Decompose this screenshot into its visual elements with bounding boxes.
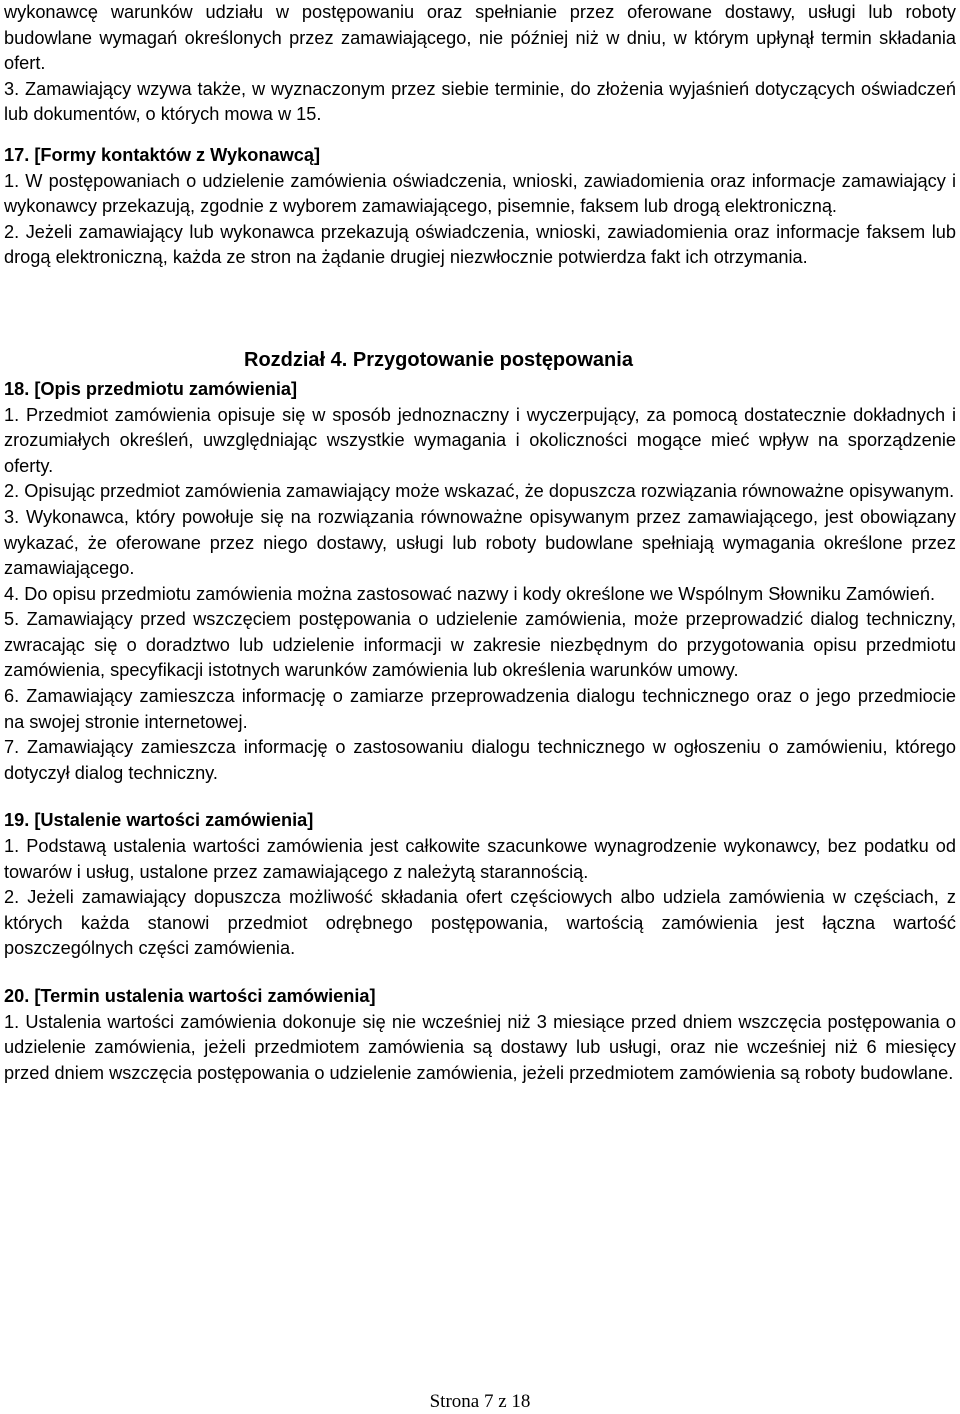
- section-18-heading: 18. [Opis przedmiotu zamówienia]: [4, 378, 298, 399]
- section-17-heading: 17. [Formy kontaktów z Wykonawcą]: [4, 144, 320, 165]
- section-18-p4: 4. Do opisu przedmiotu zamówienia można zastosować nazwy i kody określone we Wspólnym Słowniku Zamówień.: [4, 583, 935, 604]
- section-20-heading: 20. [Termin ustalenia wartości zamówienia]: [4, 986, 376, 1006]
- document-page: [4, 0, 956, 1086]
- spacer: [4, 271, 956, 339]
- section-18-p1: 1. Przedmiot zamówienia opisuje się w sposób jednoznaczny i wyczerpujący, za pomocą dostatecznie dokładnych i zrozumiałych określeń, uwzględniając wszystkie wymagania i okoliczności mogące mieć wpływ na sporządzenie oferty.: [4, 404, 956, 476]
- spacer: [4, 128, 956, 143]
- section-18-p2: 2. Opisując przedmiot zamówienia zamawiający może wskazać, że dopuszcza rozwiązania równoważne opisywanym.: [4, 481, 955, 502]
- section-18-p3: 3. Wykonawca, który powołuje się na rozwiązania równoważne opisywanym przez zamawiającego, jest obowiązany wykazać, że oferowane przez niego dostawy, usługi lub roboty budowlane spełniają wymagania określone przez zamawiającego.: [4, 506, 956, 579]
- section-19-p2: 2. Jeżeli zamawiający dopuszcza możliwość składania ofert częściowych albo udziela zamówienia w częściach, z których każda stanowi przedmiot odrębnego postępowania, wartością zamówienia jest łączna wartość poszczególnych części zamówienia.: [4, 887, 956, 959]
- paragraph-intro: wykonawcę warunków udziału w postępowaniu oraz spełnianie przez oferowane dostawy, usługi lub roboty budowlane wymagań określonych przez zamawiającego, nie później niż w dniu, w którym upłynął termin składania ofert.: [4, 2, 956, 74]
- spacer: [4, 786, 956, 808]
- page-footer: Strona 7 z 18: [429, 1391, 531, 1412]
- spacer: [4, 962, 956, 984]
- section-20-p1: 1. Ustalenia wartości zamówienia dokonuje się nie wcześniej niż 3 miesiące przed dniem wszczęcia postępowania o udzielenie zamówienia, jeżeli przedmiotem zamówienia są dostawy lub usługi, oraz nie wcześniej niż 6 miesięcy przed dniem wszczęcia postępowania o udzielenie zamówienia, jeżeli przedmiotem zamówienia są roboty budowlane.: [4, 1011, 956, 1083]
- chapter-title: Rozdział 4. Przygotowanie postępowania: [244, 348, 633, 371]
- section-17-p2: 2. Jeżeli zamawiający lub wykonawca przekazują oświadczenia, wnioski, zawiadomienia oraz informacje faksem lub drogą elektroniczną, każda ze stron na żądanie drugiej niezwłocznie potwierdza fakt ich otrzymania.: [4, 221, 956, 268]
- section-19-p1: 1. Podstawą ustalenia wartości zamówienia jest całkowite szacunkowe wynagrodzenie wykonawcy, bez podatku od towarów i usług, ustalone przez zamawiającego z należytą starannością.: [4, 836, 956, 882]
- section-18-p6: 6. Zamawiający zamieszcza informację o zamiarze przeprowadzenia dialogu technicznego oraz o jego przedmiocie na swojej stronie internetowej.: [4, 686, 956, 732]
- section-18-p5: 5. Zamawiający przed wszczęciem postępowania o udzielenie zamówienia, może przeprowadzić dialog techniczny, zwracając się o doradztwo lub udzielenie informacji w zakresie niezbędnym do przygotowania opisu przedmiotu zamówienia, specyfikacji istotnych warunków zamówienia lub określenia warunków umowy.: [4, 609, 956, 681]
- section-17-p1: 1. W postępowaniach o udzielenie zamówienia oświadczenia, wnioski, zawiadomienia oraz informacje zamawiający i wykonawcy przekazują, zgodnie z wyborem zamawiającego, pisemnie, faksem lub drogą elektroniczną.: [4, 170, 956, 217]
- section-18-p7: 7. Zamawiający zamieszcza informację o zastosowaniu dialogu technicznego w ogłoszeniu o zamówieniu, którego dotyczył dialog techniczny.: [4, 737, 956, 783]
- section-19-heading: 19. [Ustalenie wartości zamówienia]: [4, 810, 314, 831]
- paragraph-intro-3: 3. Zamawiający wzywa także, w wyznaczonym przez siebie terminie, do złożenia wyjaśnień dotyczących oświadczeń lub dokumentów, o których mowa w 15.: [4, 78, 956, 125]
